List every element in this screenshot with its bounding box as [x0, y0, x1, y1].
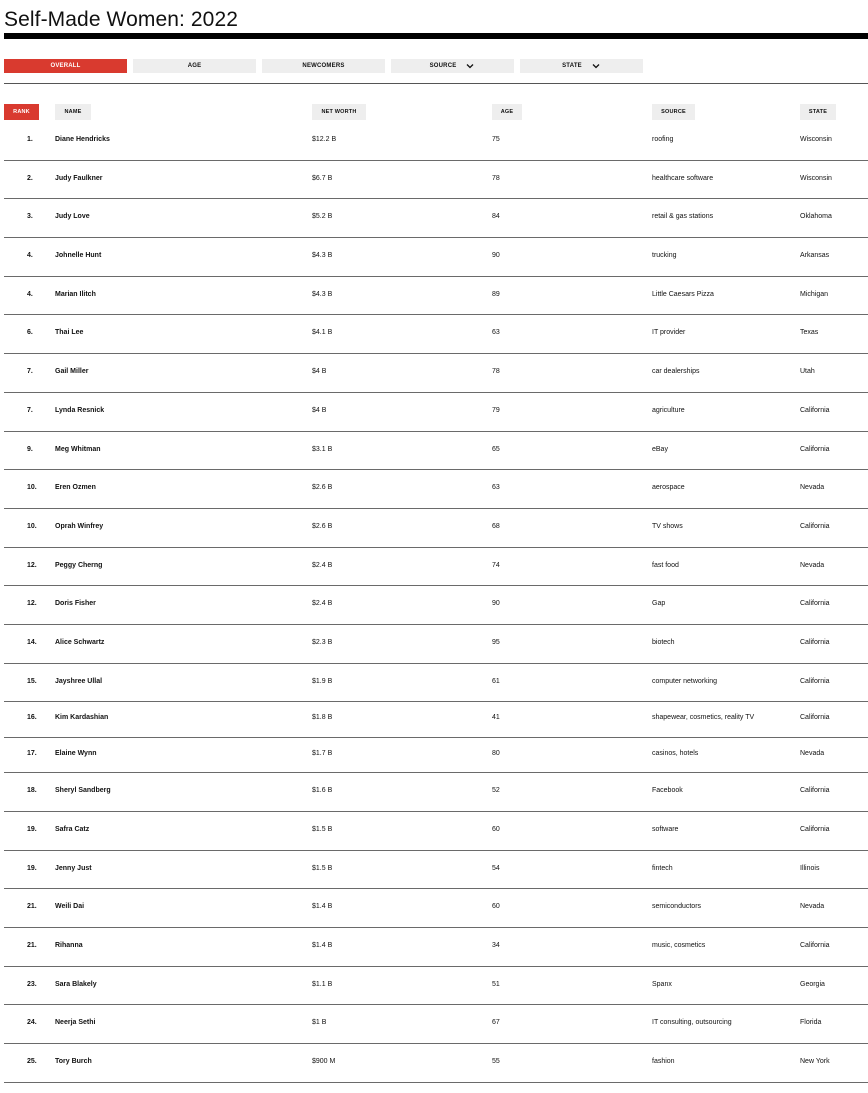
source-cell: TV shows — [652, 522, 683, 530]
name-cell: Gail Miller — [55, 368, 89, 376]
table-body — [4, 122, 868, 1083]
name-cell: Doris Fisher — [55, 600, 96, 608]
net-worth-cell: $2.4 B — [312, 561, 333, 569]
source-cell: IT consulting, outsourcing — [652, 1019, 732, 1027]
tab-newcomers-label: NEWCOMERS — [302, 63, 345, 69]
age-cell: 34 — [492, 942, 500, 950]
table-row[interactable] — [4, 812, 868, 851]
age-cell: 78 — [492, 368, 500, 376]
source-cell: IT provider — [652, 329, 686, 337]
table-row[interactable] — [4, 625, 868, 664]
age-cell: 78 — [492, 174, 500, 182]
rank-cell: 17. — [27, 749, 37, 757]
filter-tabs — [4, 59, 649, 73]
sort-net-worth-button[interactable]: NET WORTH — [312, 104, 366, 120]
table-row[interactable] — [4, 664, 868, 703]
name-cell: Safra Catz — [55, 826, 90, 833]
net-worth-cell: $2.6 B — [312, 522, 333, 530]
source-cell: roofing — [652, 136, 674, 143]
rank-cell: 7. — [27, 406, 33, 414]
state-cell: Florida — [800, 1019, 822, 1027]
state-cell: California — [800, 445, 830, 453]
table-row[interactable] — [4, 586, 868, 625]
name-cell: Peggy Cherng — [55, 561, 103, 569]
name-cell: Sheryl Sandberg — [55, 787, 111, 795]
title-divider — [4, 33, 868, 39]
table-row[interactable] — [4, 199, 868, 238]
rank-cell: 1. — [27, 136, 33, 143]
state-cell: Wisconsin — [800, 136, 832, 143]
age-cell: 63 — [492, 329, 500, 337]
table-row[interactable] — [4, 277, 868, 316]
state-cell: Illinois — [800, 864, 820, 872]
net-worth-cell: $1.7 B — [312, 749, 333, 757]
name-cell: Jenny Just — [55, 864, 92, 872]
tab-newcomers[interactable] — [262, 59, 385, 73]
source-cell: software — [652, 826, 679, 833]
rank-cell: 6. — [27, 329, 33, 337]
table-row[interactable] — [4, 1005, 868, 1044]
age-cell: 65 — [492, 445, 500, 453]
state-cell: New York — [800, 1058, 830, 1066]
age-cell: 61 — [492, 677, 500, 685]
name-cell: Weili Dai — [55, 903, 85, 911]
net-worth-cell: $1 B — [312, 1019, 327, 1027]
name-cell: Marian Ilitch — [55, 290, 96, 298]
rank-cell: 23. — [27, 980, 37, 988]
rank-cell: 19. — [27, 826, 37, 833]
name-cell: Meg Whitman — [55, 445, 101, 453]
net-worth-cell: $1.4 B — [312, 942, 333, 950]
rank-cell: 21. — [27, 942, 37, 950]
state-cell: California — [800, 600, 830, 608]
table-row[interactable] — [4, 122, 868, 161]
tabs-divider — [4, 83, 868, 84]
state-cell: Nevada — [800, 749, 825, 757]
tab-state-dropdown[interactable] — [520, 59, 643, 73]
net-worth-cell: $3.1 B — [312, 445, 333, 453]
source-cell: Gap — [652, 600, 666, 608]
age-cell: 51 — [492, 980, 500, 988]
state-cell: California — [800, 677, 830, 685]
age-cell: 75 — [492, 136, 500, 143]
net-worth-cell: $6.7 B — [312, 174, 333, 182]
rank-cell: 9. — [27, 445, 33, 453]
name-cell: Lynda Resnick — [55, 406, 105, 414]
age-cell: 80 — [492, 749, 500, 757]
source-cell: Facebook — [652, 787, 683, 795]
source-cell: biotech — [652, 638, 675, 646]
name-cell: Tory Burch — [55, 1058, 92, 1066]
name-cell: Eren Ozmen — [55, 484, 96, 492]
net-worth-cell: $1.5 B — [312, 864, 333, 872]
name-cell: Rihanna — [55, 942, 83, 950]
sort-age-button[interactable]: AGE — [492, 104, 522, 120]
table-header — [4, 104, 868, 120]
rank-cell: 14. — [27, 638, 37, 646]
state-cell: Michigan — [800, 290, 829, 298]
table-row[interactable] — [4, 773, 868, 812]
rank-cell: 12. — [27, 561, 37, 569]
name-cell: Alice Schwartz — [55, 638, 105, 646]
net-worth-cell: $4 B — [312, 406, 327, 414]
tab-source-dropdown[interactable] — [391, 59, 514, 73]
tab-age[interactable] — [133, 59, 256, 73]
chevron-down-icon — [591, 62, 601, 70]
table-row[interactable] — [4, 509, 868, 548]
net-worth-cell: $1.1 B — [312, 980, 333, 988]
source-cell: fashion — [652, 1058, 675, 1066]
age-cell: 95 — [492, 638, 500, 646]
net-worth-cell: $900 M — [312, 1058, 336, 1066]
rank-cell: 16. — [27, 714, 37, 722]
table-row[interactable] — [4, 1044, 868, 1083]
table-row[interactable] — [4, 738, 868, 774]
name-cell: Elaine Wynn — [55, 749, 97, 757]
source-cell: music, cosmetics — [652, 942, 706, 950]
net-worth-cell: $1.8 B — [312, 714, 333, 722]
age-cell: 52 — [492, 787, 500, 795]
age-cell: 84 — [492, 213, 500, 221]
name-cell: Johnelle Hunt — [55, 252, 102, 260]
source-cell: fast food — [652, 561, 679, 569]
table-row[interactable] — [4, 470, 868, 509]
rank-cell: 4. — [27, 290, 33, 298]
net-worth-cell: $2.6 B — [312, 484, 333, 492]
source-cell: shapewear, cosmetics, reality TV — [652, 714, 755, 722]
sort-name-button[interactable]: NAME — [55, 104, 91, 120]
name-cell: Kim Kardashian — [55, 714, 109, 722]
tab-overall[interactable] — [4, 59, 127, 73]
net-worth-cell: $1.5 B — [312, 826, 333, 833]
source-cell: fintech — [652, 864, 673, 872]
chevron-down-icon — [465, 62, 475, 70]
state-cell: California — [800, 522, 830, 530]
state-cell: California — [800, 826, 830, 833]
table-row[interactable] — [4, 851, 868, 890]
net-worth-cell: $2.4 B — [312, 600, 333, 608]
state-cell: Arkansas — [800, 252, 830, 260]
table-row[interactable] — [4, 889, 868, 928]
table-row[interactable] — [4, 238, 868, 277]
rank-cell: 4. — [27, 252, 33, 260]
table-row[interactable] — [4, 548, 868, 587]
source-cell: retail & gas stations — [652, 213, 714, 221]
table-row[interactable] — [4, 393, 868, 432]
rank-cell: 7. — [27, 368, 33, 376]
tab-age-label: AGE — [187, 63, 202, 69]
table-row[interactable] — [4, 354, 868, 393]
net-worth-cell: $1.9 B — [312, 677, 333, 685]
net-worth-cell: $1.6 B — [312, 787, 333, 795]
net-worth-cell: $4.1 B — [312, 329, 333, 337]
rank-cell: 15. — [27, 677, 37, 685]
state-cell: California — [800, 942, 830, 950]
state-cell: California — [800, 787, 830, 795]
name-cell: Sara Blakely — [55, 980, 97, 988]
source-cell: computer networking — [652, 677, 717, 685]
age-cell: 41 — [492, 714, 500, 722]
net-worth-cell: $5.2 B — [312, 213, 333, 221]
state-cell: Nevada — [800, 561, 825, 569]
rank-cell: 10. — [27, 484, 37, 492]
table-row[interactable] — [4, 967, 868, 1006]
net-worth-cell: $4 B — [312, 368, 327, 376]
net-worth-cell: $4.3 B — [312, 252, 333, 260]
age-cell: 68 — [492, 522, 500, 530]
rankings-table — [4, 104, 868, 1066]
net-worth-cell: $2.3 B — [312, 638, 333, 646]
tab-state-label: STATE — [562, 63, 582, 69]
sort-rank-button[interactable]: RANK — [4, 104, 39, 120]
table-row[interactable] — [4, 432, 868, 471]
net-worth-cell: $12.2 B — [312, 136, 337, 143]
state-cell: Wisconsin — [800, 174, 832, 182]
state-cell: Nevada — [800, 903, 825, 911]
sort-source-button[interactable]: SOURCE — [652, 104, 695, 120]
state-cell: Nevada — [800, 484, 825, 492]
source-cell: eBay — [652, 445, 668, 453]
rank-cell: 18. — [27, 787, 37, 795]
rank-cell: 12. — [27, 600, 37, 608]
name-cell: Neerja Sethi — [55, 1019, 96, 1027]
rank-cell: 10. — [27, 522, 37, 530]
source-cell: casinos, hotels — [652, 749, 699, 757]
age-cell: 89 — [492, 290, 500, 298]
source-cell: agriculture — [652, 406, 685, 414]
page-title: Self-Made Women: 2022 — [4, 8, 239, 31]
table-row[interactable] — [4, 702, 868, 738]
rank-cell: 21. — [27, 903, 37, 911]
source-cell: aerospace — [652, 484, 685, 492]
age-cell: 60 — [492, 903, 500, 911]
table-row[interactable] — [4, 161, 868, 200]
source-cell: semiconductors — [652, 903, 702, 911]
state-cell: Oklahoma — [800, 213, 832, 221]
age-cell: 60 — [492, 826, 500, 833]
name-cell: Thai Lee — [55, 329, 84, 337]
rank-cell: 24. — [27, 1019, 37, 1027]
net-worth-cell: $1.4 B — [312, 903, 333, 911]
state-cell: California — [800, 406, 830, 414]
name-cell: Diane Hendricks — [55, 136, 110, 143]
source-cell: car dealerships — [652, 368, 700, 376]
source-cell: healthcare software — [652, 174, 714, 182]
age-cell: 90 — [492, 600, 500, 608]
rank-cell: 2. — [27, 174, 33, 182]
table-row[interactable] — [4, 315, 868, 354]
name-cell: Jayshree Ullal — [55, 677, 103, 685]
age-cell: 55 — [492, 1058, 500, 1066]
age-cell: 74 — [492, 561, 500, 569]
age-cell: 67 — [492, 1019, 500, 1027]
age-cell: 63 — [492, 484, 500, 492]
state-cell: Texas — [800, 329, 819, 337]
state-cell: Georgia — [800, 980, 825, 988]
rank-cell: 3. — [27, 213, 33, 221]
age-cell: 90 — [492, 252, 500, 260]
rank-cell: 25. — [27, 1058, 37, 1066]
source-cell: trucking — [652, 252, 677, 260]
name-cell: Oprah Winfrey — [55, 522, 104, 530]
tab-source-label: SOURCE — [429, 63, 457, 69]
source-cell: Little Caesars Pizza — [652, 290, 714, 298]
source-cell: Spanx — [652, 980, 672, 988]
age-cell: 79 — [492, 406, 500, 414]
name-cell: Judy Love — [55, 213, 90, 221]
table-row[interactable] — [4, 928, 868, 967]
state-cell: California — [800, 638, 830, 646]
age-cell: 54 — [492, 864, 500, 872]
net-worth-cell: $4.3 B — [312, 290, 333, 298]
sort-state-button[interactable]: STATE — [800, 104, 836, 120]
state-cell: Utah — [800, 368, 815, 376]
name-cell: Judy Faulkner — [55, 174, 103, 182]
state-cell: California — [800, 714, 830, 722]
tab-overall-label: OVERALL — [50, 63, 81, 69]
rank-cell: 19. — [27, 864, 37, 872]
